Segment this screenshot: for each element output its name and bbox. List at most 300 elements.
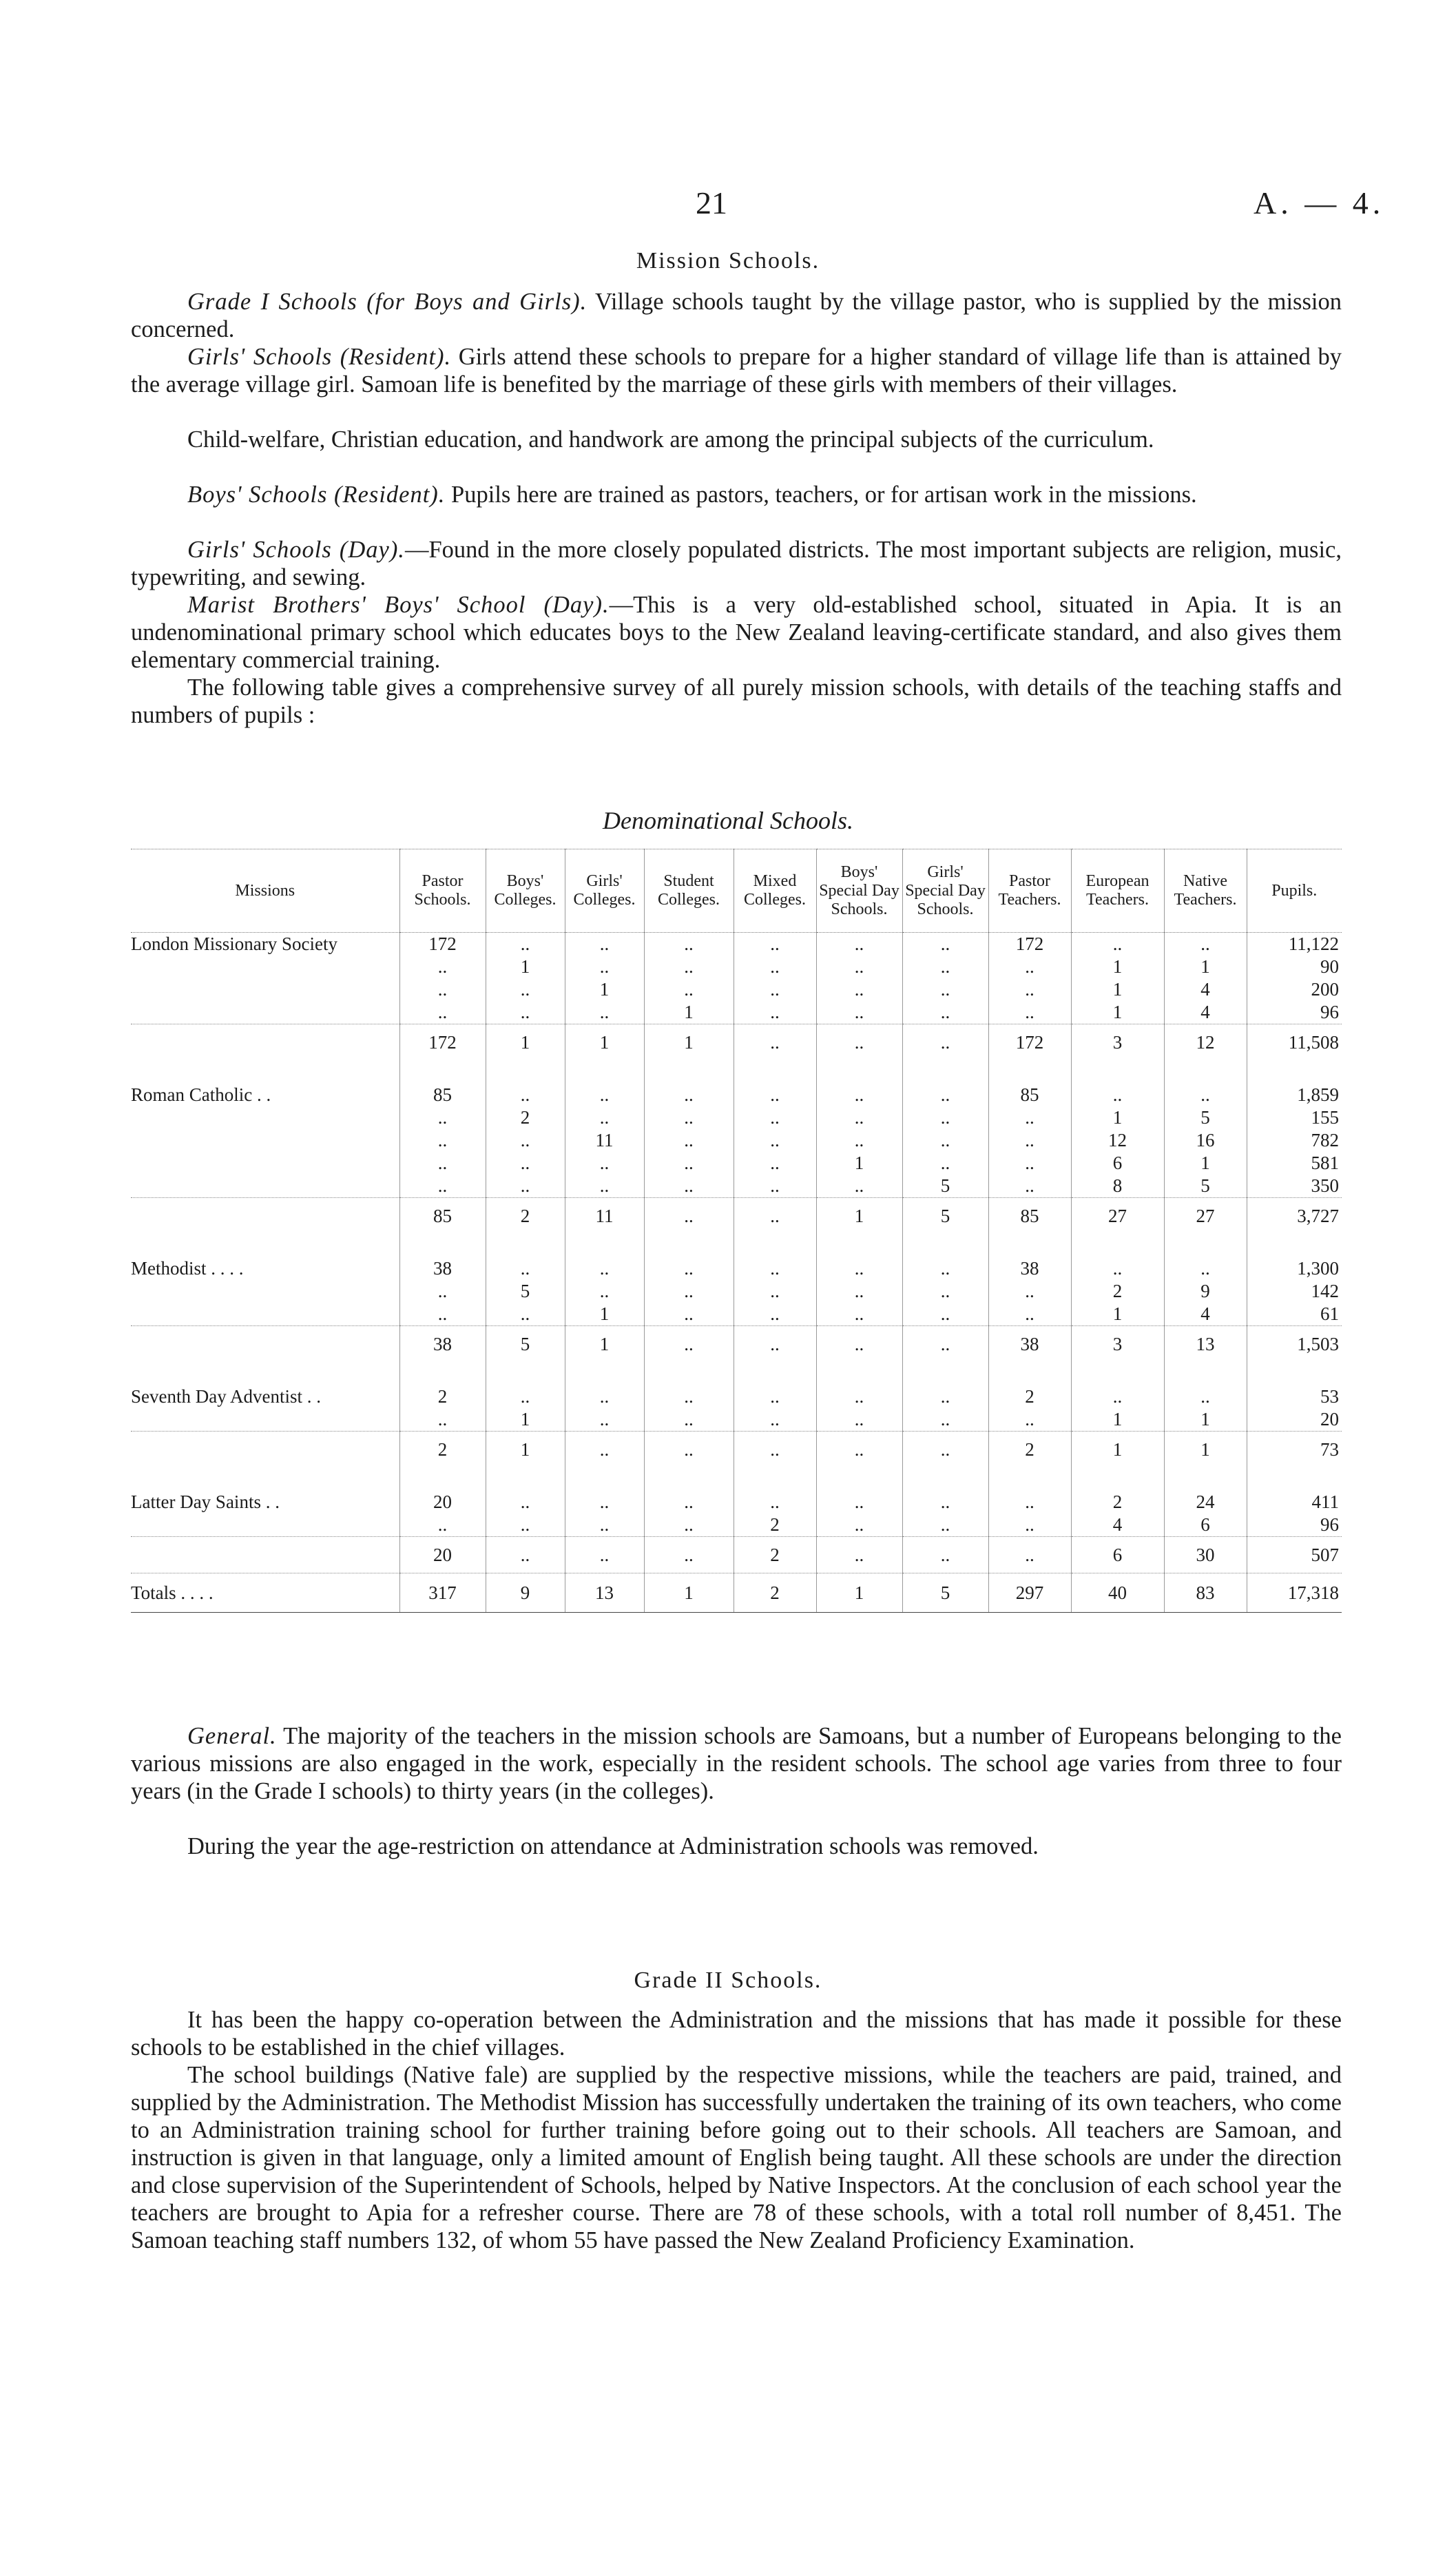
table-cell: 96 — [1247, 1001, 1342, 1024]
para-marist-brothers — [131, 591, 1342, 674]
table-cell: .. — [988, 1537, 1071, 1573]
table-row — [131, 1001, 1342, 1024]
table-cell: .. — [644, 1432, 734, 1468]
table-cell: .. — [565, 1491, 644, 1514]
table-cell: .. — [644, 1257, 734, 1280]
table-cell: 24 — [1164, 1491, 1247, 1514]
table-cell: 2 — [734, 1514, 816, 1537]
table-cell: .. — [734, 956, 816, 978]
table-cell: .. — [565, 1408, 644, 1432]
mission-cell: Roman Catholic . . — [131, 1084, 271, 1105]
table-cell: .. — [988, 1175, 1071, 1198]
table-cell: 172 — [988, 933, 1071, 956]
table-cell: 1 — [565, 1326, 644, 1363]
spacer-row — [131, 1234, 1342, 1257]
table-cell: .. — [644, 1175, 734, 1198]
table-cell: .. — [399, 956, 486, 978]
table-cell: .. — [644, 1303, 734, 1326]
mission-cell — [131, 1514, 399, 1537]
table-cell: .. — [644, 1326, 734, 1363]
table-cell: 1 — [1164, 1408, 1247, 1432]
table-cell: 1,859 — [1247, 1084, 1342, 1106]
table-cell: .. — [565, 1175, 644, 1198]
table-cell: 85 — [399, 1084, 486, 1106]
table-cell: .. — [734, 1303, 816, 1326]
table-cell: .. — [816, 1024, 902, 1061]
subtotal-row — [131, 1326, 1342, 1363]
table-cell: .. — [1071, 1385, 1164, 1408]
subtotal-row — [131, 1432, 1342, 1468]
mission-cell: Methodist . . . . — [131, 1258, 244, 1279]
table-cell: 13 — [565, 1573, 644, 1613]
table-row — [131, 1106, 1342, 1129]
table-cell: 1 — [565, 1024, 644, 1061]
table-cell: 4 — [1164, 1303, 1247, 1326]
table-cell: 4 — [1164, 978, 1247, 1001]
table-cell: .. — [486, 1175, 565, 1198]
table-cell: .. — [902, 1514, 988, 1537]
table-cell — [734, 1467, 816, 1491]
table-row — [131, 978, 1342, 1001]
table-cell: .. — [816, 1303, 902, 1326]
para-boys-resident — [131, 481, 1342, 508]
table-cell: .. — [565, 1152, 644, 1175]
table-cell: .. — [644, 956, 734, 978]
table-cell: .. — [565, 1257, 644, 1280]
table-cell: .. — [486, 1491, 565, 1514]
table-cell: .. — [486, 1303, 565, 1326]
table-cell: .. — [816, 933, 902, 956]
table-cell: 1 — [486, 1432, 565, 1468]
table-cell: .. — [644, 1129, 734, 1152]
table-cell: 2 — [486, 1106, 565, 1129]
para-label: Grade I Schools (for Boys and Girls). — [187, 289, 587, 315]
table-cell — [644, 1060, 734, 1084]
table-cell: .. — [816, 1385, 902, 1408]
subtotal-row — [131, 1198, 1342, 1235]
table-row — [131, 1280, 1342, 1303]
table-cell: .. — [902, 1432, 988, 1468]
table-cell: .. — [902, 1326, 988, 1363]
mission-cell — [131, 1024, 399, 1061]
spacer-row — [131, 1467, 1342, 1491]
para-grade-one — [131, 288, 1342, 343]
table-cell: .. — [644, 1537, 734, 1573]
table-cell — [816, 1234, 902, 1257]
table-cell: 5 — [902, 1573, 988, 1613]
para-text: Pupils here are trained as pastors, teachers, or for artisan work in the missions. — [445, 482, 1197, 508]
table-cell: .. — [902, 1024, 988, 1061]
table-cell — [816, 1060, 902, 1084]
column-header: Mixed Colleges. — [734, 849, 816, 933]
table-cell: 85 — [988, 1084, 1071, 1106]
table-cell — [734, 1362, 816, 1385]
mission-cell — [131, 1001, 399, 1024]
mission-cell: Seventh Day Adventist . . — [131, 1386, 321, 1407]
table-cell — [1164, 1060, 1247, 1084]
table-cell: .. — [988, 1491, 1071, 1514]
table-cell: .. — [902, 956, 988, 978]
table-cell: .. — [988, 1408, 1071, 1432]
para-label: Boys' Schools (Resident). — [187, 482, 446, 508]
table-cell: 1 — [1071, 956, 1164, 978]
table-cell — [486, 1467, 565, 1491]
table-cell: 507 — [1247, 1537, 1342, 1573]
mission-cell — [131, 978, 399, 1001]
table-cell: .. — [399, 1303, 486, 1326]
table-cell: 200 — [1247, 978, 1342, 1001]
table-cell: .. — [988, 1129, 1071, 1152]
table-cell — [902, 1467, 988, 1491]
table-cell: .. — [734, 1385, 816, 1408]
table-cell — [1164, 1234, 1247, 1257]
table-cell: .. — [902, 1152, 988, 1175]
para-text: Girls attend these schools to prepare for a higher standard of village life than is attained by the average village girl. Samoan life is benefited by the marriage of these girls with members of their villages. — [131, 344, 1342, 397]
page-number: 21 — [696, 185, 727, 220]
para-text: Child-welfare, Christian education, and handwork are among the principal subjects of the curriculum. — [187, 426, 1154, 453]
table-cell: 1 — [1071, 1106, 1164, 1129]
table-cell: .. — [565, 1514, 644, 1537]
table-cell: 2 — [734, 1573, 816, 1613]
table-cell: 96 — [1247, 1514, 1342, 1537]
table-cell — [902, 1234, 988, 1257]
table-cell: .. — [734, 933, 816, 956]
totals-row — [131, 1573, 1342, 1613]
table-cell: .. — [816, 1175, 902, 1198]
table-cell: .. — [644, 1514, 734, 1537]
table-cell: 581 — [1247, 1152, 1342, 1175]
table-cell: .. — [902, 1408, 988, 1432]
table-cell: 2 — [988, 1385, 1071, 1408]
table-cell: .. — [486, 1537, 565, 1573]
table-cell — [565, 1467, 644, 1491]
table-cell: .. — [644, 1152, 734, 1175]
mission-cell — [131, 1129, 399, 1152]
table-cell: .. — [734, 1408, 816, 1432]
table-cell: .. — [816, 1001, 902, 1024]
table-cell: 53 — [1247, 1385, 1342, 1408]
table-cell: .. — [734, 1326, 816, 1363]
table-cell: 27 — [1071, 1198, 1164, 1235]
table-cell: 2 — [1071, 1280, 1164, 1303]
column-header: Girls' Special Day Schools. — [902, 849, 988, 933]
table-cell: .. — [1164, 933, 1247, 956]
table-cell: 317 — [399, 1573, 486, 1613]
table-cell: 2 — [486, 1198, 565, 1235]
mission-cell — [131, 1060, 399, 1084]
table-cell: 20 — [1247, 1408, 1342, 1432]
table-cell: .. — [902, 1257, 988, 1280]
column-header: Boys' Special Day Schools. — [816, 849, 902, 933]
table-cell: .. — [565, 933, 644, 956]
table-cell: 1 — [486, 1408, 565, 1432]
table-cell — [1247, 1060, 1342, 1084]
table-cell: 350 — [1247, 1175, 1342, 1198]
table-cell — [486, 1234, 565, 1257]
table-row — [131, 1491, 1342, 1514]
column-header: Missions — [131, 849, 399, 933]
table-cell: 38 — [988, 1326, 1071, 1363]
table-cell: 155 — [1247, 1106, 1342, 1129]
table-cell: .. — [816, 1537, 902, 1573]
table-cell: .. — [565, 1106, 644, 1129]
table-cell: 11 — [565, 1129, 644, 1152]
table-cell: 3,727 — [1247, 1198, 1342, 1235]
table-cell — [1071, 1362, 1164, 1385]
table-cell — [734, 1060, 816, 1084]
table-cell: .. — [902, 1001, 988, 1024]
table-cell: 3 — [1071, 1326, 1164, 1363]
table-cell: .. — [734, 1001, 816, 1024]
mission-cell — [131, 1280, 399, 1303]
mission-cell — [131, 1467, 399, 1491]
table-cell — [399, 1234, 486, 1257]
column-header: Girls' Colleges. — [565, 849, 644, 933]
table-cell: .. — [902, 1129, 988, 1152]
table-cell — [1071, 1060, 1164, 1084]
mission-cell — [131, 1303, 399, 1326]
table-cell: .. — [565, 1084, 644, 1106]
para-label: Marist Brothers' Boys' School (Day). — [187, 592, 610, 618]
table-cell: 5 — [902, 1198, 988, 1235]
table-cell: .. — [902, 933, 988, 956]
table-cell: .. — [399, 1106, 486, 1129]
document-reference: A. — 4. — [1254, 185, 1385, 220]
para-table-intro — [131, 674, 1342, 729]
table-cell: .. — [565, 956, 644, 978]
table-cell: .. — [565, 1280, 644, 1303]
table-cell — [486, 1362, 565, 1385]
table-cell: 11 — [565, 1198, 644, 1235]
table-cell: .. — [644, 1385, 734, 1408]
table-cell — [1164, 1362, 1247, 1385]
table-cell — [565, 1362, 644, 1385]
table-cell: 1 — [644, 1001, 734, 1024]
table-cell: 6 — [1071, 1537, 1164, 1573]
table-cell: 297 — [988, 1573, 1071, 1613]
column-header: European Teachers. — [1071, 849, 1164, 933]
table-row — [131, 1084, 1342, 1106]
para-text: The following table gives a comprehensive survey of all purely mission schools, with details of the teaching staffs and numbers of pupils : — [131, 674, 1342, 728]
table-cell: 5 — [902, 1175, 988, 1198]
table-row — [131, 956, 1342, 978]
table-cell: .. — [644, 1491, 734, 1514]
table-cell: 61 — [1247, 1303, 1342, 1326]
table-cell: .. — [734, 1257, 816, 1280]
table-cell: .. — [399, 1129, 486, 1152]
table-cell — [1247, 1234, 1342, 1257]
table-cell: 1,503 — [1247, 1326, 1342, 1363]
table-cell: .. — [988, 1001, 1071, 1024]
table-cell: 1 — [1071, 1408, 1164, 1432]
denominational-schools-table — [131, 849, 1342, 1613]
table-cell — [902, 1060, 988, 1084]
table-cell: 85 — [399, 1198, 486, 1235]
table-cell — [816, 1362, 902, 1385]
table-row — [131, 1257, 1342, 1280]
table-row — [131, 1175, 1342, 1198]
column-header: Pupils. — [1247, 849, 1342, 933]
table-cell: .. — [644, 1198, 734, 1235]
table-cell: 9 — [486, 1573, 565, 1613]
table-cell: .. — [734, 1198, 816, 1235]
table-cell: 1 — [644, 1024, 734, 1061]
para-cooperation — [131, 2006, 1342, 2061]
table-cell: 38 — [988, 1257, 1071, 1280]
table-cell: .. — [644, 933, 734, 956]
table-cell: .. — [486, 1257, 565, 1280]
table-row — [131, 1303, 1342, 1326]
table-cell: .. — [988, 956, 1071, 978]
table-cell: 1 — [486, 956, 565, 978]
table-cell: .. — [816, 1280, 902, 1303]
table-cell: 1 — [1164, 1152, 1247, 1175]
table-cell: .. — [1071, 933, 1164, 956]
para-girls-day — [131, 536, 1342, 591]
table-cell — [816, 1467, 902, 1491]
table-cell: .. — [486, 978, 565, 1001]
table-cell: .. — [902, 978, 988, 1001]
table-cell: .. — [816, 956, 902, 978]
column-header: Pastor Schools. — [399, 849, 486, 933]
table-cell: 4 — [1164, 1001, 1247, 1024]
mission-schools-heading: Mission Schools. — [636, 248, 820, 273]
table-cell: .. — [644, 1106, 734, 1129]
table-cell: .. — [816, 978, 902, 1001]
table-cell: 1 — [486, 1024, 565, 1061]
para-label: General. — [187, 1723, 277, 1749]
table-cell: 5 — [486, 1280, 565, 1303]
table-cell: 83 — [1164, 1573, 1247, 1613]
table-row — [131, 1408, 1342, 1432]
table-cell: .. — [902, 1385, 988, 1408]
table-cell: .. — [399, 1152, 486, 1175]
para-age-restriction — [131, 1832, 1342, 1860]
table-cell: .. — [816, 1514, 902, 1537]
table-cell: .. — [988, 1106, 1071, 1129]
table-cell: .. — [816, 1326, 902, 1363]
table-cell: .. — [565, 1537, 644, 1573]
table-cell: 20 — [399, 1537, 486, 1573]
table-cell: 2 — [988, 1432, 1071, 1468]
table-cell: 782 — [1247, 1129, 1342, 1152]
table-cell: .. — [734, 1152, 816, 1175]
table-cell: .. — [816, 1491, 902, 1514]
table-cell: .. — [816, 1106, 902, 1129]
table-cell: 12 — [1071, 1129, 1164, 1152]
table-cell: .. — [902, 1491, 988, 1514]
table-cell: .. — [565, 1385, 644, 1408]
spacer-row — [131, 1362, 1342, 1385]
para-text: —This is a very old-established school, situated in Apia. It is an undenominational primary school which educates boys to the New Zealand leaving-certificate standard, and also gives them elementary commercial training. — [131, 592, 1342, 673]
table-cell — [1247, 1362, 1342, 1385]
table-cell: 9 — [1164, 1280, 1247, 1303]
table-cell: 6 — [1164, 1514, 1247, 1537]
para-child-welfare — [131, 426, 1342, 453]
table-cell: .. — [734, 1129, 816, 1152]
table-cell: 1 — [1164, 1432, 1247, 1468]
table-cell: 142 — [1247, 1280, 1342, 1303]
para-school-buildings — [131, 2061, 1342, 2254]
column-header: Boys' Colleges. — [486, 849, 565, 933]
table-cell: 1 — [565, 1303, 644, 1326]
table-cell — [1071, 1467, 1164, 1491]
table-cell: .. — [902, 1303, 988, 1326]
table-cell: .. — [1164, 1257, 1247, 1280]
mission-cell — [131, 1198, 399, 1235]
table-cell — [399, 1060, 486, 1084]
table-cell: .. — [486, 1129, 565, 1152]
para-girls-resident — [131, 343, 1342, 398]
table-cell: 73 — [1247, 1432, 1342, 1468]
table-cell: 172 — [988, 1024, 1071, 1061]
table-cell: .. — [734, 1084, 816, 1106]
mission-cell — [131, 1326, 399, 1363]
table-cell: 85 — [988, 1198, 1071, 1235]
table-cell: .. — [399, 1280, 486, 1303]
mission-cell — [131, 1106, 399, 1129]
table-cell — [399, 1467, 486, 1491]
table-cell: .. — [644, 1084, 734, 1106]
table-cell: 172 — [399, 1024, 486, 1061]
subtotal-row — [131, 1024, 1342, 1061]
table-cell: 11,122 — [1247, 933, 1342, 956]
table-cell — [902, 1362, 988, 1385]
table-cell: .. — [734, 1491, 816, 1514]
mission-cell — [131, 1152, 399, 1175]
para-text: The majority of the teachers in the mission schools are Samoans, but a number of Europeans belonging to the various missions are also engaged in the work, especially in the resident schools. The school age varies from three to four years (in the Grade I schools) to thirty years (in the colleges). — [131, 1723, 1342, 1804]
table-cell: .. — [1164, 1084, 1247, 1106]
mission-cell — [131, 1234, 399, 1257]
table-cell: .. — [816, 1408, 902, 1432]
table-cell: .. — [399, 978, 486, 1001]
column-header: Student Colleges. — [644, 849, 734, 933]
table-cell — [644, 1362, 734, 1385]
para-text: It has been the happy co-operation between the Administration and the missions that has made it possible for these schools to be established in the chief villages. — [131, 2007, 1342, 2061]
table-row — [131, 933, 1342, 956]
mission-cell — [131, 1432, 399, 1468]
table-cell: .. — [816, 1257, 902, 1280]
para-text: —Found in the more closely populated districts. The most important subjects are religion, music, typewriting, and sewing. — [131, 537, 1342, 590]
table-cell: .. — [1071, 1084, 1164, 1106]
table-cell: .. — [902, 1084, 988, 1106]
table-cell: .. — [644, 1408, 734, 1432]
table-cell — [644, 1467, 734, 1491]
table-cell — [565, 1234, 644, 1257]
table-cell: 12 — [1164, 1024, 1247, 1061]
mission-cell — [131, 956, 399, 978]
table-cell: .. — [734, 1280, 816, 1303]
para-general — [131, 1722, 1342, 1805]
table-cell: .. — [816, 1432, 902, 1468]
table-cell — [486, 1060, 565, 1084]
table-cell: 1 — [565, 978, 644, 1001]
table-cell: .. — [1071, 1257, 1164, 1280]
table-cell — [988, 1060, 1071, 1084]
table-cell: 1 — [1164, 956, 1247, 978]
table-cell: .. — [988, 1280, 1071, 1303]
table-row — [131, 1152, 1342, 1175]
table-cell — [1071, 1234, 1164, 1257]
table-row — [131, 1129, 1342, 1152]
para-text: Village schools taught by the village pastor, who is supplied by the mission concerned. — [131, 289, 1342, 342]
table-cell — [399, 1362, 486, 1385]
table-header-row — [131, 849, 1342, 933]
table-cell — [734, 1234, 816, 1257]
table-cell — [1164, 1467, 1247, 1491]
table-cell: .. — [565, 1432, 644, 1468]
table-cell: 16 — [1164, 1129, 1247, 1152]
